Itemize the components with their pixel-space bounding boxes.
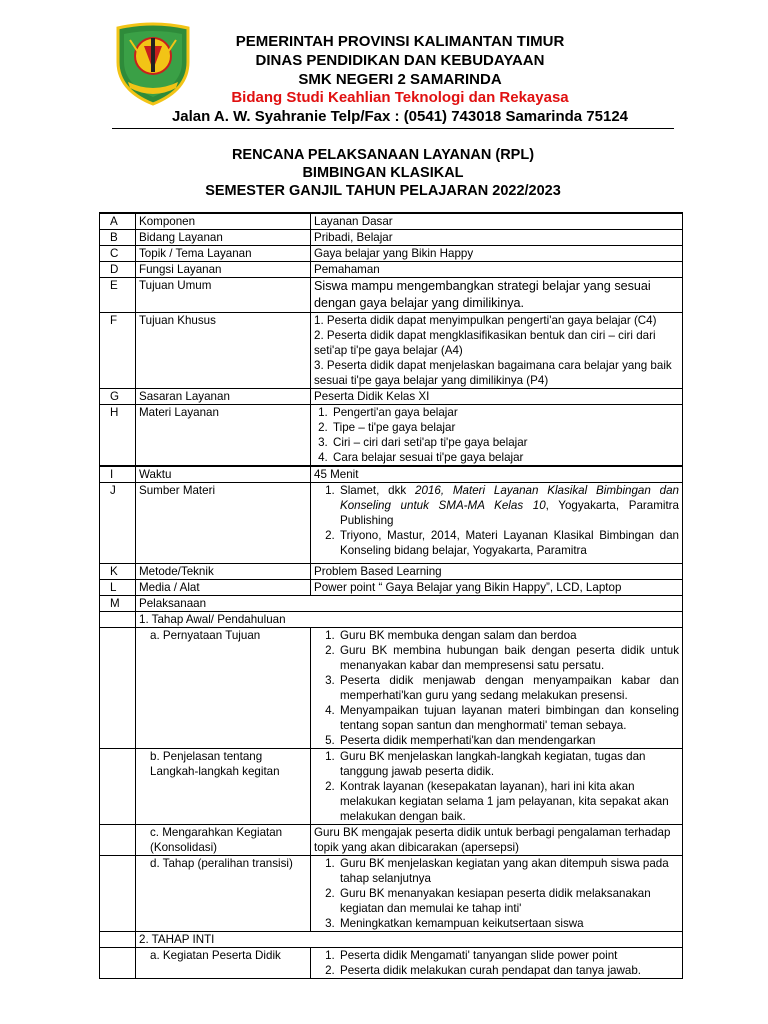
doc-subtitle: BIMBINGAN KLASIKAL [302, 165, 464, 181]
row-key: Tujuan Khusus [136, 313, 311, 389]
stage-heading: 1. Tahap Awal/ Pendahuluan [136, 612, 683, 628]
doc-semester: SEMESTER GANJIL TAHUN PELAJARAN 2022/2023 [205, 183, 561, 199]
row-letter: K [100, 564, 136, 580]
row-letter: F [100, 313, 136, 389]
table-row [100, 612, 683, 628]
list-item: 3. Peserta didik menjawab dengan menyampaikan kabar dan memperhati'kan guru yang sedang melakukan presensi. [338, 673, 679, 703]
table-row [100, 313, 683, 389]
row-value: Gaya belajar yang Bikin Happy [311, 246, 683, 262]
row-value: 45 Menit [311, 466, 683, 483]
row-key: Sasaran Layanan [136, 389, 311, 405]
step-label: d. Tahap (peralihan transisi) [136, 856, 311, 932]
row-letter: G [100, 389, 136, 405]
row-value: Layanan Dasar [311, 213, 683, 230]
row-letter: C [100, 246, 136, 262]
row-letter: I [100, 466, 136, 483]
header-government: PEMERINTAH PROVINSI KALIMANTAN TIMUR [235, 33, 565, 50]
row-value: Siswa mampu mengembangkan strategi belajar yang sesuai dengan gaya belajar yang dimilikinya. [311, 278, 683, 313]
row-letter: B [100, 230, 136, 246]
step-label: c. Mengarahkan Kegiatan (Konsolidasi) [136, 825, 311, 856]
table-row [100, 389, 683, 405]
row-value: Pribadi, Belajar [311, 230, 683, 246]
row-key: Komponen [136, 213, 311, 230]
table-row [100, 580, 683, 596]
table-row [100, 466, 683, 483]
header-field: Bidang Studi Keahlian Teknologi dan Rekayasa [231, 89, 569, 106]
table-row [100, 230, 683, 246]
table-row [100, 564, 683, 580]
header-school: SMK NEGERI 2 SAMARINDA [298, 71, 502, 88]
row-key: Fungsi Layanan [136, 262, 311, 278]
list-item: 2. Peserta didik dapat mengklasifikasikan bentuk dan ciri – ciri dari seti'ap ti'pe gaya belajar (A4) [314, 329, 656, 357]
table-row [100, 628, 683, 749]
step-content: Guru BK mengajak peserta didik untuk berbagi pengalaman terhadap topik yang akan dibicarakan (apersepsi) [311, 825, 683, 856]
list-item: 2. Tipe – ti'pe gaya belajar [331, 420, 679, 435]
row-letter: A [100, 213, 136, 230]
row-key: Media / Alat [136, 580, 311, 596]
row-value: Problem Based Learning [311, 564, 683, 580]
step-content [311, 749, 683, 825]
step-label: a. Pernyataan Tujuan [136, 628, 311, 749]
list-item: 1. Peserta didik dapat menyimpulkan pengerti'an gaya belajar (C4) [314, 314, 657, 327]
list-item: 1. Peserta didik Mengamati' tanyangan slide power point [338, 948, 679, 963]
row-key: Bidang Layanan [136, 230, 311, 246]
step-content [311, 948, 683, 979]
step-label: a. Kegiatan Peserta Didik [136, 948, 311, 979]
table-row [100, 932, 683, 948]
row-key: Metode/Teknik [136, 564, 311, 580]
table-row [100, 262, 683, 278]
row-letter: D [100, 262, 136, 278]
header-divider [112, 128, 674, 129]
step-content [311, 628, 683, 749]
doc-title: RENCANA PELAKSANAAN LAYANAN (RPL) [231, 147, 535, 163]
list-item: 2. Guru BK menanyakan kesiapan peserta didik melaksanakan kegiatan dan memulai ke tahap inti' [338, 886, 679, 916]
section-heading: Pelaksanaan [136, 596, 683, 612]
list-item: 5. Peserta didik memperhati'kan dan mendengarkan [338, 733, 679, 748]
table-row [100, 948, 683, 979]
list-item: 2. Kontrak layanan (kesepakatan layanan), hari ini kita akan melakukan kegiatan selama 1 jam pelayanan, kita sepakat akan melakukan dengan baik. [338, 779, 679, 824]
list-item: 1. Guru BK menjelaskan langkah-langkah kegiatan, tugas dan tanggung jawab peserta didik. [338, 749, 679, 779]
header-department: DINAS PENDIDIKAN DAN KEBUDAYAAN [255, 52, 545, 69]
table-row [100, 856, 683, 932]
row-key: Waktu [136, 466, 311, 483]
list-item: 1. Pengerti'an gaya belajar [331, 405, 679, 420]
list-item: 4. Menyampaikan tujuan layanan materi bimbingan dan konseling tentang sopan santun dan menghormati' teman sebaya. [338, 703, 679, 733]
row-letter: L [100, 580, 136, 596]
step-label: b. Penjelasan tentang Langkah-langkah kegitan [136, 749, 311, 825]
kaltim-province-logo [114, 22, 192, 106]
table-row [100, 749, 683, 825]
list-item: 2. Guru BK membina hubungan baik dengan peserta didik untuk menanyakan kabar dan mempresensi satu persatu. [338, 643, 679, 673]
table-row [100, 246, 683, 262]
list-item: 3. Ciri – ciri dari seti'ap ti'pe gaya belajar [331, 435, 679, 450]
row-key: Sumber Materi [136, 483, 311, 564]
list-item: 2. Peserta didik melakukan curah pendapat dan tanya jawab. [338, 963, 679, 978]
table-row [100, 278, 683, 313]
row-letter: H [100, 405, 136, 467]
row-value: Pemahaman [311, 262, 683, 278]
row-value: Peserta Didik Kelas XI [311, 389, 683, 405]
row-key: Topik / Tema Layanan [136, 246, 311, 262]
list-item: 3. Peserta didik dapat menjelaskan bagaimana cara belajar yang baik sesuai ti'pe gaya belajar yang dimilikinya (P4) [314, 359, 672, 387]
header-address: Jalan A. W. Syahranie Telp/Fax : (0541) 743018 Samarinda 75124 [171, 108, 629, 125]
list-item: 4. Cara belajar sesuai ti'pe gaya belajar [331, 450, 679, 465]
row-key: Materi Layanan [136, 405, 311, 467]
step-content [311, 856, 683, 932]
row-key: Tujuan Umum [136, 278, 311, 313]
table-row [100, 596, 683, 612]
table-row [100, 213, 683, 230]
rpl-table [99, 212, 683, 979]
list-item: 1. Guru BK menjelaskan kegiatan yang akan ditempuh siswa pada tahap selanjutnya [338, 856, 679, 886]
list-item: 1. Guru BK membuka dengan salam dan berdoa [338, 628, 679, 643]
row-letter: M [100, 596, 136, 612]
list-item: 3. Meningkatkan kemampuan keikutsertaan siswa [338, 916, 679, 931]
table-row [100, 483, 683, 564]
source-item-1: 1. Slamet, dkk 2016, Materi Layanan Klasikal Bimbingan dan Konseling untuk SMA-MA Kelas 10, Yogyakarta, Paramitra Publishing [338, 483, 679, 528]
table-row [100, 825, 683, 856]
row-value [311, 405, 683, 467]
table-row [100, 405, 683, 467]
row-letter: E [100, 278, 136, 313]
row-value [311, 313, 683, 389]
row-value: Power point “ Gaya Belajar yang Bikin Happy”, LCD, Laptop [311, 580, 683, 596]
source-item-2: 2. Triyono, Mastur, 2014, Materi Layanan Klasikal Bimbingan dan Konseling bidang belajar, Yogyakarta, Paramitra [338, 528, 679, 558]
stage-heading: 2. TAHAP INTI [136, 932, 683, 948]
row-value [311, 483, 683, 564]
row-letter: J [100, 483, 136, 564]
